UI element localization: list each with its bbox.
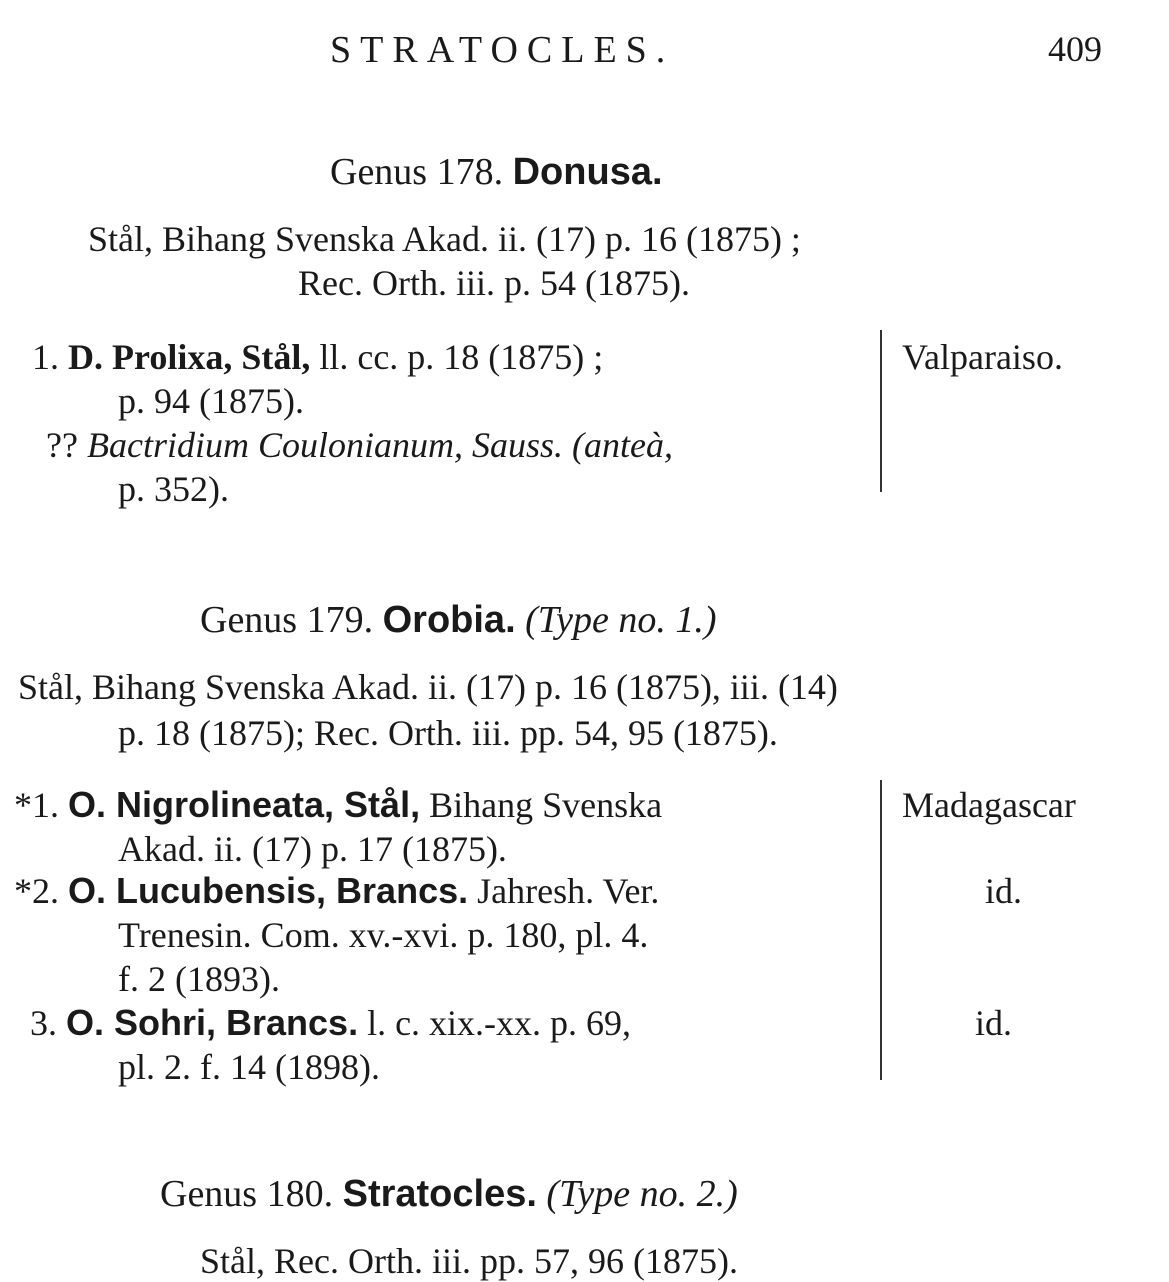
genus-reference-line: p. 18 (1875); Rec. Orth. iii. pp. 54, 95 (1875).: [118, 713, 778, 753]
species-citation: pl. 2. f. 14 (1898).: [118, 1047, 380, 1087]
column-divider: [880, 330, 882, 492]
genus-heading-orobia: Genus 179. Orobia. (Type no. 1.): [200, 599, 717, 641]
species-citation: Trenesin. Com. xv.-xvi. p. 180, pl. 4.: [118, 915, 649, 955]
genus-heading-stratocles: Genus 180. Stratocles. (Type no. 2.): [160, 1173, 738, 1215]
species-entry: 3. O. Sohri, Brancs. l. c. xix.-xx. p. 69,: [30, 1002, 632, 1043]
column-divider: [880, 780, 882, 1080]
locality: Valparaiso.: [902, 337, 1063, 377]
synonym-citation: p. 352).: [118, 469, 229, 509]
species-entry: 1. D. Prolixa, Stål, ll. cc. p. 18 (1875) ;: [32, 337, 604, 377]
type-note: (Type no. 1.): [525, 599, 717, 641]
genus-reference-line: Stål, Bihang Svenska Akad. ii. (17) p. 16 (1875), iii. (14): [18, 667, 838, 707]
genus-reference-line: Rec. Orth. iii. p. 54 (1875).: [298, 263, 690, 303]
species-entry: *2. O. Lucubensis, Brancs. Jahresh. Ver.: [14, 870, 660, 911]
genus-heading-donusa: [330, 150, 663, 194]
running-title: STRATOCLES.: [330, 29, 675, 71]
type-note: (Type no. 2.): [546, 1173, 738, 1215]
synonym-entry: ?? Bactridium Coulonianum, Sauss. (anteà,: [46, 425, 673, 465]
species-citation: p. 94 (1875).: [118, 381, 304, 421]
genus-reference-line: Stål, Bihang Svenska Akad. ii. (17) p. 16 (1875) ;: [88, 219, 801, 259]
locality: id.: [985, 871, 1023, 911]
locality: id.: [975, 1003, 1013, 1043]
species-citation: f. 2 (1893).: [118, 959, 280, 999]
species-entry: *1. O. Nigrolineata, Stål, Bihang Svenska: [14, 784, 663, 825]
locality: Madagascar: [902, 785, 1076, 825]
genus-label: Genus 178.: [330, 151, 504, 193]
genus-reference-line: Stål, Rec. Orth. iii. pp. 57, 96 (1875).: [200, 1241, 738, 1281]
genus-name: Donusa.: [512, 151, 663, 193]
species-citation: Akad. ii. (17) p. 17 (1875).: [118, 829, 507, 869]
page-number: 409: [1048, 29, 1102, 69]
species-name: D. Prolixa, Stål,: [68, 337, 311, 377]
